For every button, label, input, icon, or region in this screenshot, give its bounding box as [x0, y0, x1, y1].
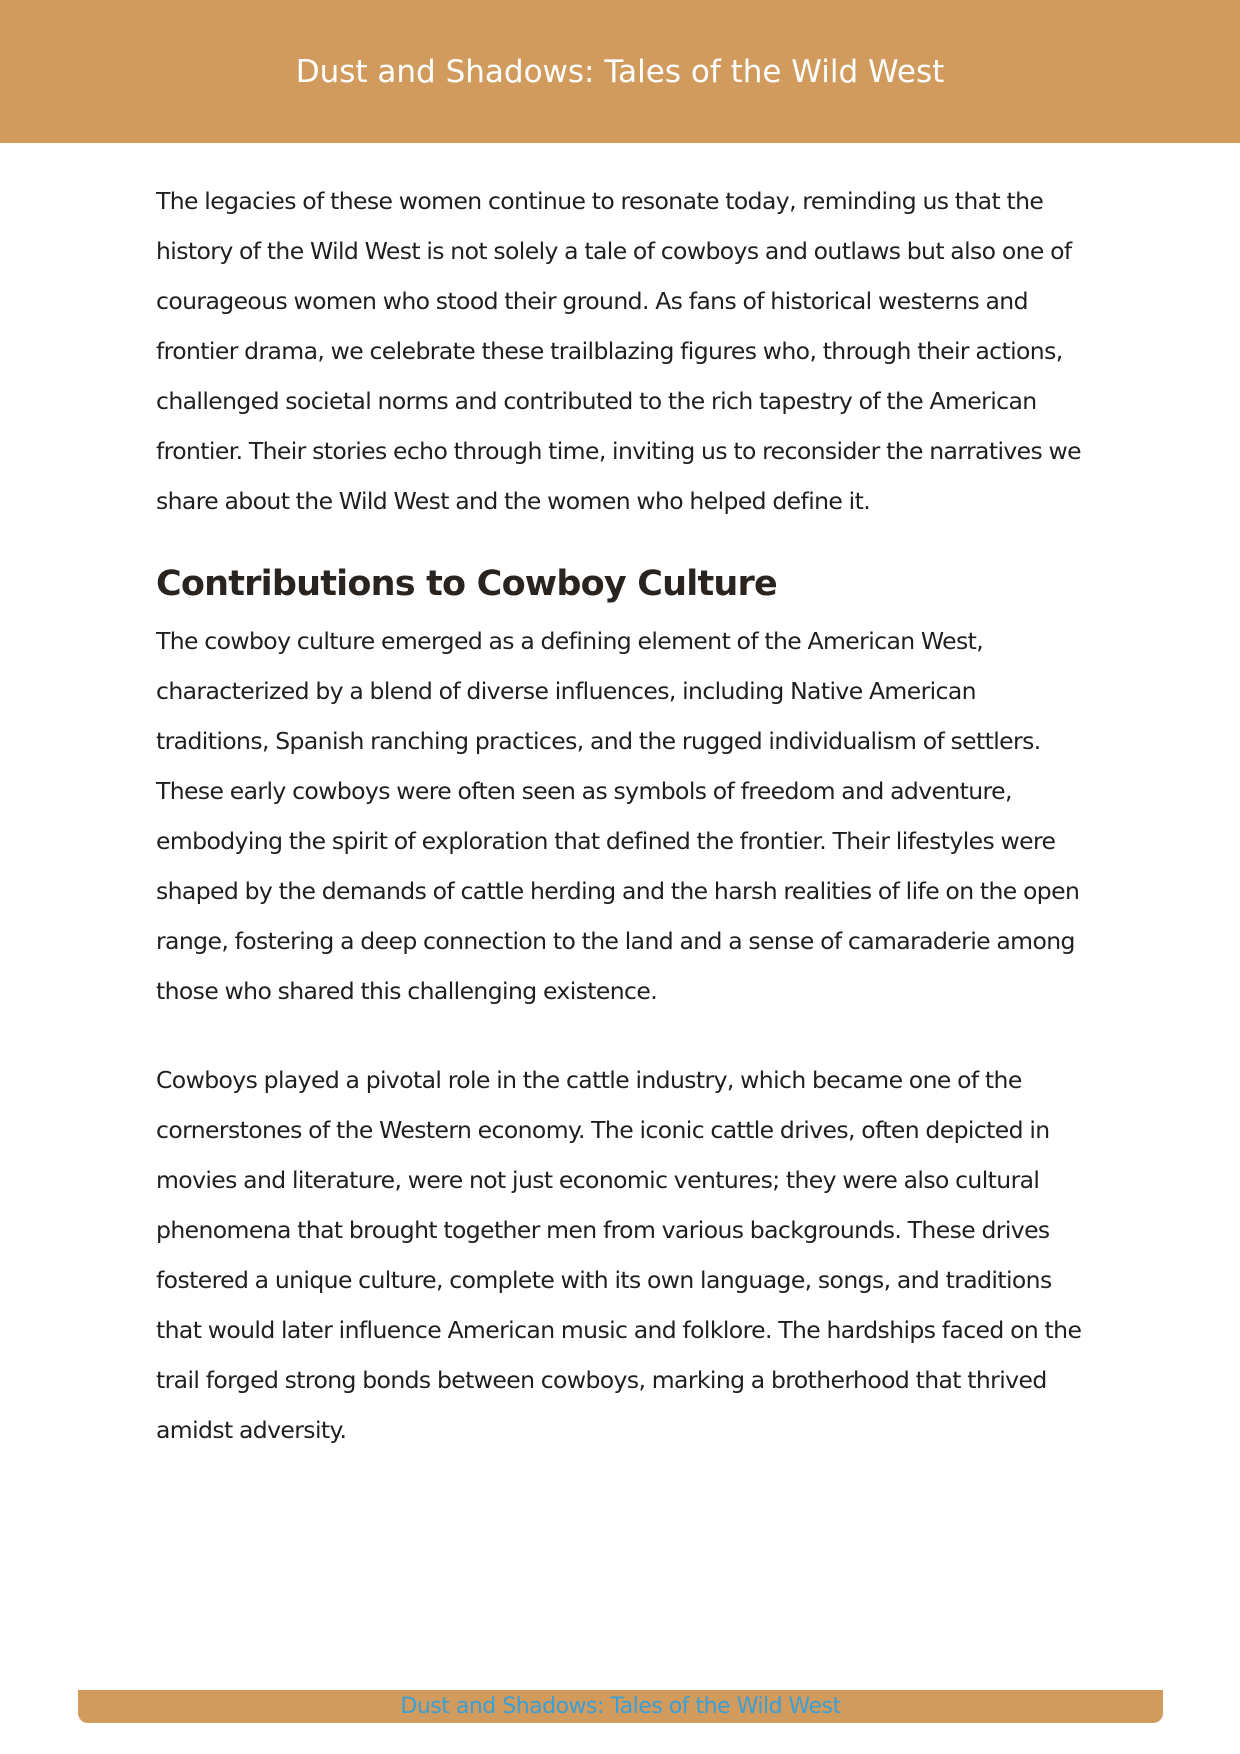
footer-text: Dust and Shadows: Tales of the Wild West	[400, 1694, 841, 1719]
section-paragraph-1: The cowboy culture emerged as a defining element of the American West, characterized by a blend of diverse influences, including Native American traditions, Spanish ranching practices, and the rugged individualism of settlers. These early cowboys were often seen as symbols of freedom and adventure, embodying the spirit of exploration that defined the frontier. Their lifestyles were shaped by the demands of cattle herding and the harsh realities of life on the open range, fostering a deep connection to the land and a sense of camaraderie among those who shared this challenging existence.	[156, 627, 1080, 1005]
section-paragraph-2: Cowboys played a pivotal role in the cattle industry, which became one of the cornerstones of the Western economy. The iconic cattle drives, often depicted in movies and literature, were not just economic ventures; they were also cultural phenomena that brought together men from various backgrounds. These drives fostered a unique culture, complete with its own language, songs, and traditions that would later influence American music and folklore. The hardships faced on the trail forged strong bonds between cowboys, marking a brotherhood that thrived amidst adversity.	[156, 1066, 1082, 1444]
section-heading: Contributions to Cowboy Culture	[156, 564, 777, 604]
intro-paragraph: The legacies of these women continue to resonate today, reminding us that the history of the Wild West is not solely a tale of cowboys and outlaws but also one of courageous women who stood their ground. As fans of historical westerns and frontier drama, we celebrate these trailblazing figures who, through their actions, challenged societal norms and contributed to the rich tapestry of the American frontier. Their stories echo through time, inviting us to reconsider the narratives we share about the Wild West and the women who helped define it.	[156, 187, 1082, 515]
header-title: Dust and Shadows: Tales of the Wild West	[295, 54, 945, 90]
page-content	[156, 176, 1091, 1455]
page-footer	[78, 1690, 1163, 1723]
page-header	[0, 0, 1240, 143]
